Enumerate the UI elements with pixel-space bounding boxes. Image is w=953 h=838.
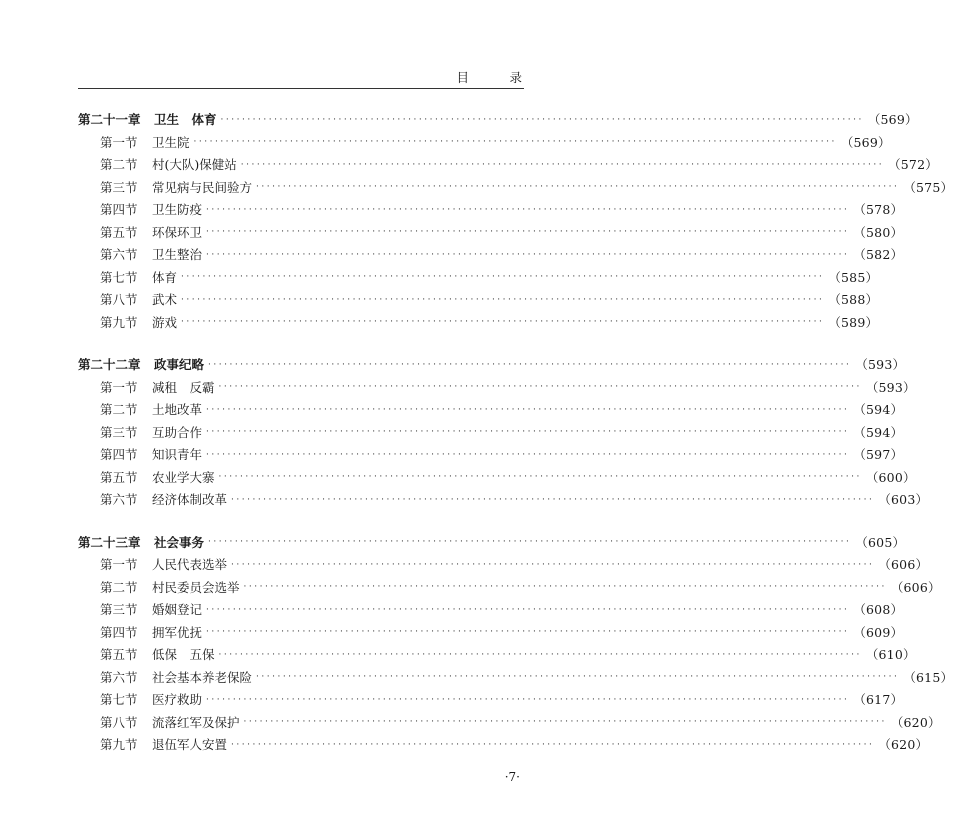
- dot-leader: ························································································································: [256, 182, 900, 193]
- section-entry[interactable]: [78, 466, 916, 489]
- entry-number: 第二节: [100, 157, 138, 173]
- section-entry[interactable]: [78, 621, 904, 644]
- dot-leader: ························································································································: [206, 627, 850, 638]
- chapter-block: [78, 531, 953, 756]
- entry-title: 常见病与民间验方: [152, 179, 253, 195]
- entry-number: 第二节: [100, 579, 138, 595]
- entry-title: 环保环卫: [152, 224, 203, 240]
- entry-page: （620）: [890, 714, 941, 730]
- dot-leader: ························································································································: [208, 537, 852, 548]
- entry-number: 第四节: [100, 624, 138, 640]
- section-entry[interactable]: [78, 266, 879, 289]
- dot-leader: ························································································································: [206, 249, 850, 260]
- entry-number: 第二十三章: [78, 534, 141, 550]
- entry-title: 经济体制改革: [152, 492, 228, 508]
- dot-leader: ························································································································: [218, 649, 862, 660]
- entry-page: （589）: [828, 314, 879, 330]
- entry-page: （609）: [853, 624, 904, 640]
- table-of-contents: [78, 108, 953, 776]
- entry-number: 第一节: [100, 379, 138, 395]
- entry-title: 医疗救助: [152, 692, 203, 708]
- entry-title: 社会事务: [154, 534, 205, 550]
- entry-title: 土地改革: [152, 402, 203, 418]
- dot-leader: ························································································································: [208, 359, 852, 370]
- entry-number: 第二节: [100, 402, 138, 418]
- section-entry[interactable]: [78, 153, 938, 176]
- dot-leader: ························································································································: [243, 582, 887, 593]
- entry-number: 第七节: [100, 269, 138, 285]
- entry-page: （603）: [878, 492, 929, 508]
- entry-title: 体育: [152, 269, 178, 285]
- dot-leader: ························································································································: [218, 472, 862, 483]
- entry-number: 第六节: [100, 492, 138, 508]
- entry-title: 互助合作: [152, 424, 203, 440]
- entry-title: 村(大队)保健站: [152, 157, 237, 173]
- entry-number: 第四节: [100, 202, 138, 218]
- section-entry[interactable]: [78, 598, 904, 621]
- entry-title: 村民委员会选举: [152, 579, 240, 595]
- entry-page: （620）: [878, 737, 929, 753]
- section-entry[interactable]: [78, 221, 904, 244]
- entry-title: 武术: [152, 292, 178, 308]
- chapter-block: [78, 353, 929, 511]
- entry-title: 减租 反霸: [152, 379, 215, 395]
- section-entry[interactable]: [78, 666, 953, 689]
- section-entry[interactable]: [78, 288, 879, 311]
- entry-number: 第五节: [100, 469, 138, 485]
- dot-leader: ························································································································: [220, 114, 864, 125]
- entry-title: 政事纪略: [154, 357, 205, 373]
- dot-leader: ························································································································: [206, 694, 850, 705]
- entry-title: 退伍军人安置: [152, 737, 228, 753]
- entry-number: 第八节: [100, 292, 138, 308]
- entry-page: （608）: [853, 602, 904, 618]
- entry-page: （615）: [903, 669, 953, 685]
- dot-leader: ························································································································: [206, 204, 850, 215]
- chapter-entry[interactable]: [78, 531, 906, 554]
- section-entry[interactable]: [78, 176, 953, 199]
- entry-title: 卫生院: [152, 134, 190, 150]
- entry-page: （585）: [828, 269, 879, 285]
- section-entry[interactable]: [78, 421, 904, 444]
- entry-title: 知识青年: [152, 447, 203, 463]
- dot-leader: ························································································································: [206, 227, 850, 238]
- dot-leader: ························································································································: [243, 717, 887, 728]
- entry-page: （575）: [903, 179, 953, 195]
- entry-title: 卫生防疫: [152, 202, 203, 218]
- section-entry[interactable]: [78, 443, 904, 466]
- entry-number: 第七节: [100, 692, 138, 708]
- entry-page: （606）: [878, 557, 929, 573]
- entry-number: 第五节: [100, 224, 138, 240]
- entry-number: 第九节: [100, 737, 138, 753]
- entry-title: 农业学大寨: [152, 469, 215, 485]
- entry-number: 第六节: [100, 669, 138, 685]
- chapter-block: [78, 108, 953, 333]
- entry-number: 第四节: [100, 447, 138, 463]
- section-entry[interactable]: [78, 311, 879, 334]
- section-entry[interactable]: [78, 376, 916, 399]
- entry-page: （572）: [888, 157, 938, 173]
- dot-leader: ························································································································: [181, 272, 825, 283]
- dot-leader: ························································································································: [206, 604, 850, 615]
- entry-page: （597）: [853, 447, 904, 463]
- entry-title: 流落红军及保护: [152, 714, 240, 730]
- entry-title: 拥军优抚: [152, 624, 203, 640]
- entry-title: 人民代表选举: [152, 557, 228, 573]
- dot-leader: ························································································································: [206, 404, 850, 415]
- dot-leader: ························································································································: [240, 159, 885, 170]
- page-header-title: 目 录: [456, 70, 536, 85]
- section-entry[interactable]: [78, 131, 891, 154]
- section-entry[interactable]: [78, 688, 904, 711]
- section-entry[interactable]: [78, 398, 904, 421]
- entry-page: （594）: [853, 402, 904, 418]
- entry-number: 第二十二章: [78, 357, 141, 373]
- section-entry[interactable]: [78, 243, 904, 266]
- entry-title: 卫生 体育: [154, 112, 217, 128]
- entry-title: 婚姻登记: [152, 602, 203, 618]
- entry-page: （569）: [840, 134, 891, 150]
- page-number: ·7·: [504, 770, 520, 784]
- entry-page: （610）: [865, 647, 916, 663]
- entry-title: 低保 五保: [152, 647, 215, 663]
- entry-number: 第一节: [100, 557, 138, 573]
- section-entry[interactable]: [78, 198, 904, 221]
- chapter-entry[interactable]: [78, 108, 918, 131]
- entry-title: 卫生整治: [152, 247, 203, 263]
- entry-number: 第三节: [100, 602, 138, 618]
- entry-page: （569）: [867, 112, 918, 128]
- entry-number: 第六节: [100, 247, 138, 263]
- entry-title: 社会基本养老保险: [152, 669, 253, 685]
- entry-number: 第二十一章: [78, 112, 141, 128]
- entry-page: （593）: [855, 357, 906, 373]
- entry-number: 第三节: [100, 179, 138, 195]
- entry-page: （617）: [853, 692, 904, 708]
- section-entry[interactable]: [78, 643, 916, 666]
- entry-page: （605）: [855, 534, 906, 550]
- dot-leader: ························································································································: [181, 317, 825, 328]
- dot-leader: ························································································································: [231, 559, 875, 570]
- entry-title: 游戏: [152, 314, 178, 330]
- section-entry[interactable]: [78, 488, 929, 511]
- section-entry[interactable]: [78, 553, 929, 576]
- dot-leader: ························································································································: [231, 739, 875, 750]
- entry-number: 第九节: [100, 314, 138, 330]
- dot-leader: ························································································································: [256, 672, 900, 683]
- entry-page: （594）: [853, 424, 904, 440]
- section-entry[interactable]: [78, 733, 929, 756]
- entry-number: 第五节: [100, 647, 138, 663]
- entry-page: （588）: [828, 292, 879, 308]
- dot-leader: ························································································································: [181, 294, 825, 305]
- entry-page: （580）: [853, 224, 904, 240]
- section-entry[interactable]: [78, 711, 941, 734]
- entry-number: 第一节: [100, 134, 138, 150]
- entry-page: （582）: [853, 247, 904, 263]
- section-entry[interactable]: [78, 576, 941, 599]
- entry-number: 第三节: [100, 424, 138, 440]
- dot-leader: ························································································································: [231, 494, 875, 505]
- entry-page: （578）: [853, 202, 904, 218]
- dot-leader: ························································································································: [206, 427, 850, 438]
- dot-leader: ························································································································: [193, 137, 837, 148]
- entry-page: （606）: [890, 579, 941, 595]
- entry-number: 第八节: [100, 714, 138, 730]
- entry-page: （600）: [865, 469, 916, 485]
- dot-leader: ························································································································: [218, 382, 862, 393]
- chapter-entry[interactable]: [78, 353, 906, 376]
- dot-leader: ························································································································: [206, 449, 850, 460]
- entry-page: （593）: [865, 379, 916, 395]
- header-rule: [78, 88, 524, 89]
